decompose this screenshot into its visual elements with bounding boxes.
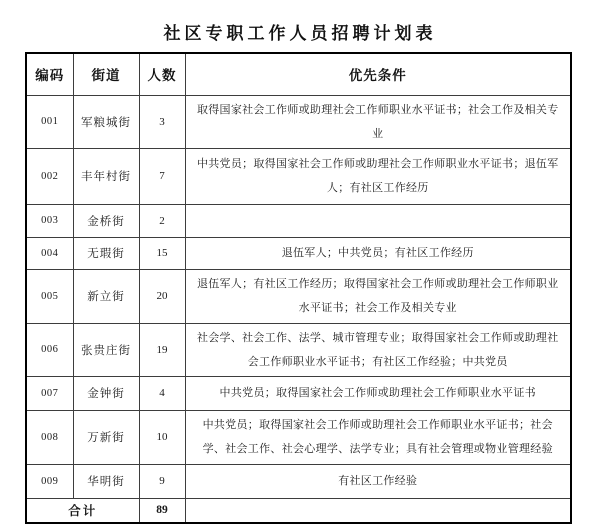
count-cell: 19 <box>139 323 185 376</box>
conditions-cell: 退伍军人；有社区工作经历；取得国家社会工作师或助理社会工作师职业水平证书；社会工作及相关专业 <box>185 269 571 323</box>
table-header-row <box>26 53 571 95</box>
count-cell: 20 <box>139 269 185 323</box>
conditions-cell: 中共党员；取得国家社会工作师或助理社会工作师职业水平证书；社会学、社会工作、社会心理学、法学专业；具有社会管理或物业管理经验 <box>185 410 571 464</box>
street-cell: 金桥街 <box>73 204 139 237</box>
table-row <box>26 95 571 148</box>
table-total-row <box>26 498 571 523</box>
conditions-cell <box>185 204 571 237</box>
total-conditions-cell <box>185 498 571 523</box>
header-conditions: 优先条件 <box>185 53 571 95</box>
total-label-cell: 合计 <box>26 498 139 523</box>
conditions-cell: 中共党员；取得国家社会工作师或助理社会工作师职业水平证书；退伍军人；有社区工作经历 <box>185 148 571 204</box>
conditions-cell: 取得国家社会工作师或助理社会工作师职业水平证书；社会工作及相关专业 <box>185 95 571 148</box>
street-cell: 军粮城街 <box>73 95 139 148</box>
code-cell: 009 <box>26 464 73 498</box>
street-cell: 丰年村街 <box>73 148 139 204</box>
count-cell: 4 <box>139 376 185 410</box>
table-row <box>26 464 571 498</box>
code-cell: 001 <box>26 95 73 148</box>
table-row <box>26 148 571 204</box>
header-code: 编码 <box>26 53 73 95</box>
street-cell: 无瑕街 <box>73 237 139 269</box>
code-cell: 004 <box>26 237 73 269</box>
code-cell: 003 <box>26 204 73 237</box>
count-cell: 9 <box>139 464 185 498</box>
table-row <box>26 323 571 376</box>
recruitment-plan-table <box>25 52 572 524</box>
count-cell: 10 <box>139 410 185 464</box>
conditions-cell: 退伍军人；中共党员；有社区工作经历 <box>185 237 571 269</box>
count-cell: 15 <box>139 237 185 269</box>
conditions-cell: 社会学、社会工作、法学、城市管理专业；取得国家社会工作师或助理社会工作师职业水平证书；有社区工作经验；中共党员 <box>185 323 571 376</box>
code-cell: 005 <box>26 269 73 323</box>
count-cell: 3 <box>139 95 185 148</box>
table-row <box>26 237 571 269</box>
code-cell: 008 <box>26 410 73 464</box>
count-cell: 7 <box>139 148 185 204</box>
street-cell: 新立街 <box>73 269 139 323</box>
street-cell: 万新街 <box>73 410 139 464</box>
conditions-cell: 有社区工作经验 <box>185 464 571 498</box>
header-street: 街道 <box>73 53 139 95</box>
street-cell: 金钟街 <box>73 376 139 410</box>
code-cell: 006 <box>26 323 73 376</box>
conditions-cell: 中共党员；取得国家社会工作师或助理社会工作师职业水平证书 <box>185 376 571 410</box>
table-row <box>26 204 571 237</box>
table-row <box>26 269 571 323</box>
page-title: 社区专职工作人员招聘计划表 <box>163 24 437 43</box>
code-cell: 002 <box>26 148 73 204</box>
table-row <box>26 410 571 464</box>
street-cell: 华明街 <box>73 464 139 498</box>
count-cell: 2 <box>139 204 185 237</box>
header-count: 人数 <box>139 53 185 95</box>
table-row <box>26 376 571 410</box>
total-count-cell: 89 <box>139 498 185 523</box>
code-cell: 007 <box>26 376 73 410</box>
street-cell: 张贵庄街 <box>73 323 139 376</box>
